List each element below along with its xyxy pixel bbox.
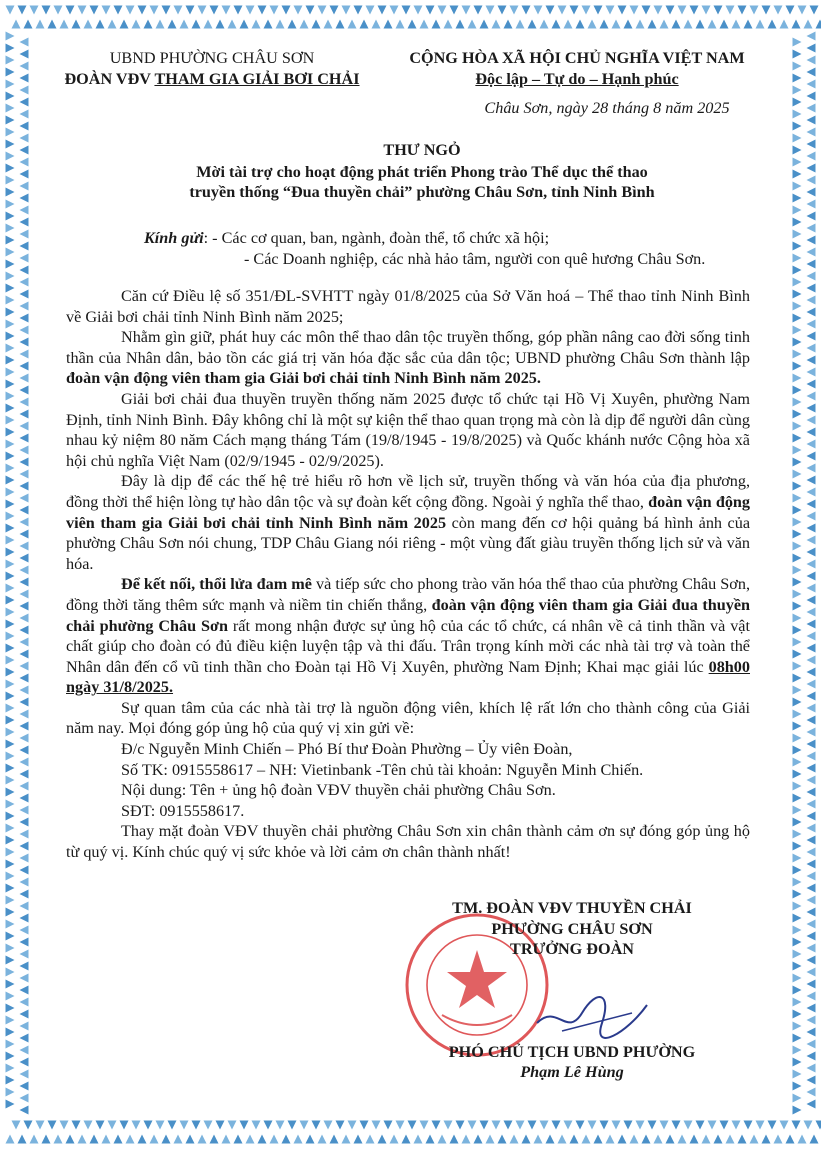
national-motto: Độc lập – Tự do – Hạnh phúc	[475, 69, 679, 88]
letter-subtitle-line2: truyền thống “Đua thuyền chải” phường Châu Sơn, tỉnh Ninh Bình	[189, 183, 655, 202]
recipients-line1: : - Các cơ quan, ban, ngành, đoàn thể, tổ chức xã hội;	[203, 229, 550, 247]
paragraph-invitation: Để kết nối, thổi lửa đam mê và tiếp sức cho phong trào văn hóa thể thao của phường Châu Sơn, đồng thời tăng thêm sức mạnh và niềm tin chiến thắng, đoàn vận động viên tham gia Giải đua thuyền chải phường Châu Sơn rất mong nhận được sự ủng hộ của các tổ chức, cá nhân về cả tinh thần và vật chất giúp cho đoàn có đủ điều kiện luyện tập và thi đấu. Trân trọng kính mời các nhà tài trợ và toàn thể Nhân dân đến cổ vũ tinh thần cho Đoàn tại Hồ Vị Xuyên, phường Nam Định; Khai mạc giải lúc 08h00 ngày 31/8/2025.	[66, 575, 751, 697]
paragraph-purpose: Nhằm gìn giữ, phát huy các môn thể thao dân tộc truyền thống, góp phần nâng cao đời sống tinh thần của Nhân dân, bảo tồn các giá trị văn hóa đặc sắc của dân tộc; UBND phường Châu Sơn thành lập đoàn vận động viên tham gia Giải bơi chải tỉnh Ninh Bình năm 2025.	[66, 328, 750, 388]
national-title: CỘNG HÒA XÃ HỘI CHỦ NGHĨA VIỆT NAM	[409, 49, 745, 67]
recipients-line2: - Các Doanh nghiệp, các nhà hảo tâm, người con quê hương Châu Sơn.	[244, 249, 706, 268]
recipients-label: Kính gửi	[144, 229, 204, 247]
recipients	[144, 228, 764, 269]
signer-name: Phạm Lê Hùng	[520, 1063, 624, 1082]
letter-title: THƯ NGỎ	[383, 141, 461, 159]
paragraph-event: Giải bơi chải đua thuyền truyền thống năm 2025 được tổ chức tại Hồ Vị Xuyên, phường Nam Định, tỉnh Ninh Bình. Đây không chỉ là một sự kiện thể thao quan trọng mà còn là dịp để người dân cùng nhau kỷ niệm 80 năm Cách mạng tháng Tám (19/8/1945 - 19/8/2025) và Quốc khánh nước Cộng hòa xã hội chủ nghĩa Việt Nam (02/9/1945 - 02/9/2025).	[66, 389, 750, 470]
letter-page	[62, 48, 762, 1108]
issuer-header	[62, 48, 362, 89]
signature-block	[392, 898, 752, 1083]
signature-line1: TM. ĐOÀN VĐV THUYỀN CHẢI	[452, 899, 692, 917]
phone-number: SĐT: 0915558617.	[121, 801, 245, 820]
issuer-line1: UBND PHƯỜNG CHÂU SƠN	[109, 49, 315, 67]
national-header	[392, 48, 762, 89]
letter-body	[66, 286, 750, 863]
paragraph-contribution: Sự quan tâm của các nhà tài trợ là nguồn động viên, khích lệ rất lớn cho thành công của Giải năm nay. Mọi đóng góp ủng hộ của quý vị xin gửi về:	[66, 698, 750, 738]
letter-date: Châu Sơn, ngày 28 tháng 8 năm 2025	[484, 99, 730, 117]
paragraph-basis: Căn cứ Điều lệ số 351/ĐL-SVHTT ngày 01/8/2025 của Sở Văn hoá – Thể thao tỉnh Ninh Bình về Giải bơi chải tỉnh Ninh Bình năm 2025;	[66, 287, 750, 326]
letter-title-block	[102, 140, 742, 203]
signature-line3: TRƯỞNG ĐOÀN	[510, 940, 634, 959]
bank-account: Số TK: 0915558617 – NH: Vietinbank -Tên chủ tài khoản: Nguyễn Minh Chiến.	[121, 760, 644, 779]
transfer-content: Nội dung: Tên + ủng hộ đoàn VĐV thuyền chải phường Châu Sơn.	[121, 781, 556, 800]
contact-person: Đ/c Nguyễn Minh Chiến – Phó Bí thư Đoàn Phường – Ủy viên Đoàn,	[121, 740, 573, 759]
letter-subtitle-line1: Mời tài trợ cho hoạt động phát triển Phong trào Thể dục thể thao	[196, 162, 648, 181]
signer-title: PHÓ CHỦ TỊCH UBND PHƯỜNG	[448, 1042, 696, 1061]
signature-line2: PHƯỜNG CHÂU SƠN	[491, 919, 653, 938]
paragraph-thanks: Thay mặt đoàn VĐV thuyền chải phường Châu Sơn xin chân thành cảm ơn sự đóng góp ủng hộ từ quý vị. Kính chúc quý vị sức khỏe và lời cảm ơn chân thành nhất!	[66, 822, 750, 862]
paragraph-meaning: Đây là dịp để các thế hệ trẻ hiểu rõ hơn về lịch sử, truyền thống và văn hóa của địa phương, đồng thời thể hiện lòng tự hào dân tộc và sự đoàn kết cộng đồng. Ngoài ý nghĩa thể thao, đoàn vận động viên tham gia Giải bơi chải tỉnh Ninh Bình năm 2025 còn mang đến cơ hội quảng bá hình ảnh của phường Châu Sơn nói chung, TDP Châu Giang nói riêng - một vùng đất giàu truyền thống lịch sử và văn hóa.	[66, 472, 751, 573]
issuer-line2: ĐOÀN VĐV THAM GIA GIẢI BƠI CHẢI	[64, 69, 360, 88]
